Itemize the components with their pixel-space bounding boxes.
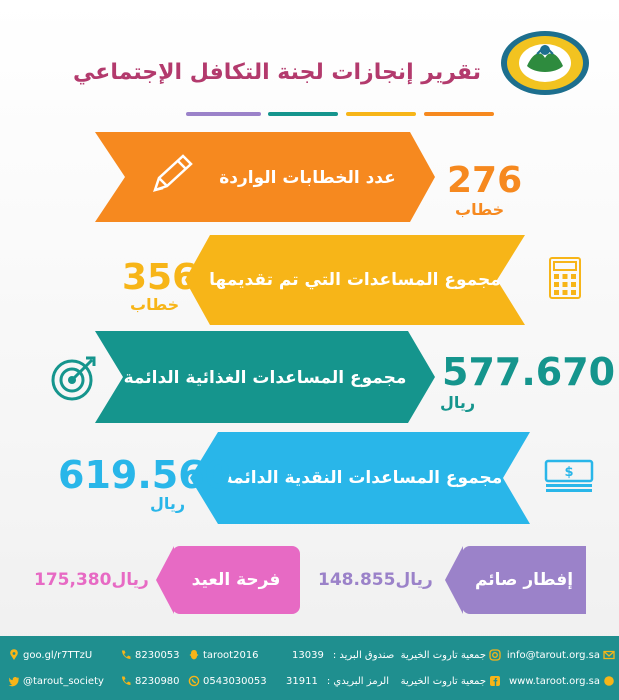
footer-phone[interactable] <box>120 649 180 661</box>
footer-website[interactable] <box>509 675 615 687</box>
po-box-label: صندوق البريد : <box>332 649 395 661</box>
instagram-text: جمعية تاروت الخيرية <box>400 649 486 661</box>
footer-instagram[interactable] <box>401 649 501 661</box>
stat-value-letters: 276 <box>447 160 523 201</box>
instagram-icon <box>489 649 501 661</box>
postal-label: الرمز البريدي : <box>326 675 389 687</box>
footer-twitter[interactable] <box>8 675 104 687</box>
stat-value-aid: 356 <box>122 257 198 298</box>
svg-text:$: $ <box>564 465 574 480</box>
divider-purple <box>186 112 261 116</box>
map-pin-icon <box>8 649 20 661</box>
phone-icon <box>120 649 132 661</box>
stat-label-letters: عدد الخطابات الواردة <box>219 168 396 188</box>
po-box-number: 13039 <box>292 649 324 661</box>
stat-value-food: 577.670 <box>442 350 616 394</box>
program-iftar-label: إفطار صائم <box>474 570 574 590</box>
stat-unit-food: ريال <box>440 393 476 412</box>
email-text: info@tarout.org.sa <box>506 649 600 661</box>
stat-label-cash: مجموع المساعدات النقدية الدائمة <box>222 468 503 488</box>
divider-yellow <box>346 112 416 116</box>
whatsapp-icon <box>188 675 200 687</box>
program-iftar-value: 148.855ريال <box>318 570 433 590</box>
divider-teal <box>268 112 338 116</box>
program-eid-label: فرحة العيد <box>191 570 281 590</box>
globe-icon <box>603 675 615 687</box>
footer-po-box <box>292 650 394 661</box>
stat-unit-letters: خطاب <box>455 200 505 219</box>
stat-value-cash: 619.560 <box>58 453 232 497</box>
footer-facebook[interactable] <box>401 675 501 687</box>
stat-label-food: مجموع المساعدات الغذائية الدائمة <box>123 368 407 388</box>
facebook-icon <box>489 675 501 687</box>
pencil-icon <box>145 150 197 202</box>
target-icon <box>48 352 100 404</box>
mobile-text: 0543030053 <box>203 675 267 687</box>
page-title: تقرير إنجازات لجنة التكافل الإجتماعي <box>73 60 481 85</box>
snapchat-icon <box>188 649 200 661</box>
footer-row-2 <box>0 670 619 692</box>
snapchat-text: taroot2016 <box>203 649 259 661</box>
twitter-text: @tarout_society <box>23 675 104 687</box>
link-text: goo.gl/r7TTzU <box>23 649 93 661</box>
footer-row-1 <box>0 644 619 666</box>
stat-unit-aid: خطاب <box>130 295 180 314</box>
footer-snapchat[interactable] <box>188 649 259 661</box>
postal-number: 31911 <box>286 675 318 687</box>
footer-bar <box>0 636 619 700</box>
divider-orange <box>424 112 494 116</box>
program-iftar-pill <box>462 546 586 614</box>
program-eid-value: 175,380ريال <box>34 570 149 590</box>
program-eid-pill <box>172 546 300 614</box>
stat-label-aid: مجموع المساعدات التي تم تقديمها <box>209 270 501 290</box>
stat-unit-cash: ريال <box>150 494 186 513</box>
footer-email[interactable] <box>507 649 615 661</box>
facebook-text: جمعية تاروت الخيرية <box>400 675 486 687</box>
footer-mobile[interactable] <box>188 675 267 687</box>
calculator-icon <box>548 256 582 300</box>
twitter-icon <box>8 675 20 687</box>
fax-icon <box>120 675 132 687</box>
website-text: www.taroot.org.sa <box>509 675 600 687</box>
footer-link[interactable] <box>8 649 92 661</box>
fax-text: 8230980 <box>135 675 180 687</box>
association-logo <box>497 28 593 98</box>
footer-postal <box>286 676 389 687</box>
mail-icon <box>603 649 615 661</box>
cash-icon <box>543 458 595 494</box>
phone-text: 8230053 <box>135 649 180 661</box>
footer-fax[interactable] <box>120 675 180 687</box>
